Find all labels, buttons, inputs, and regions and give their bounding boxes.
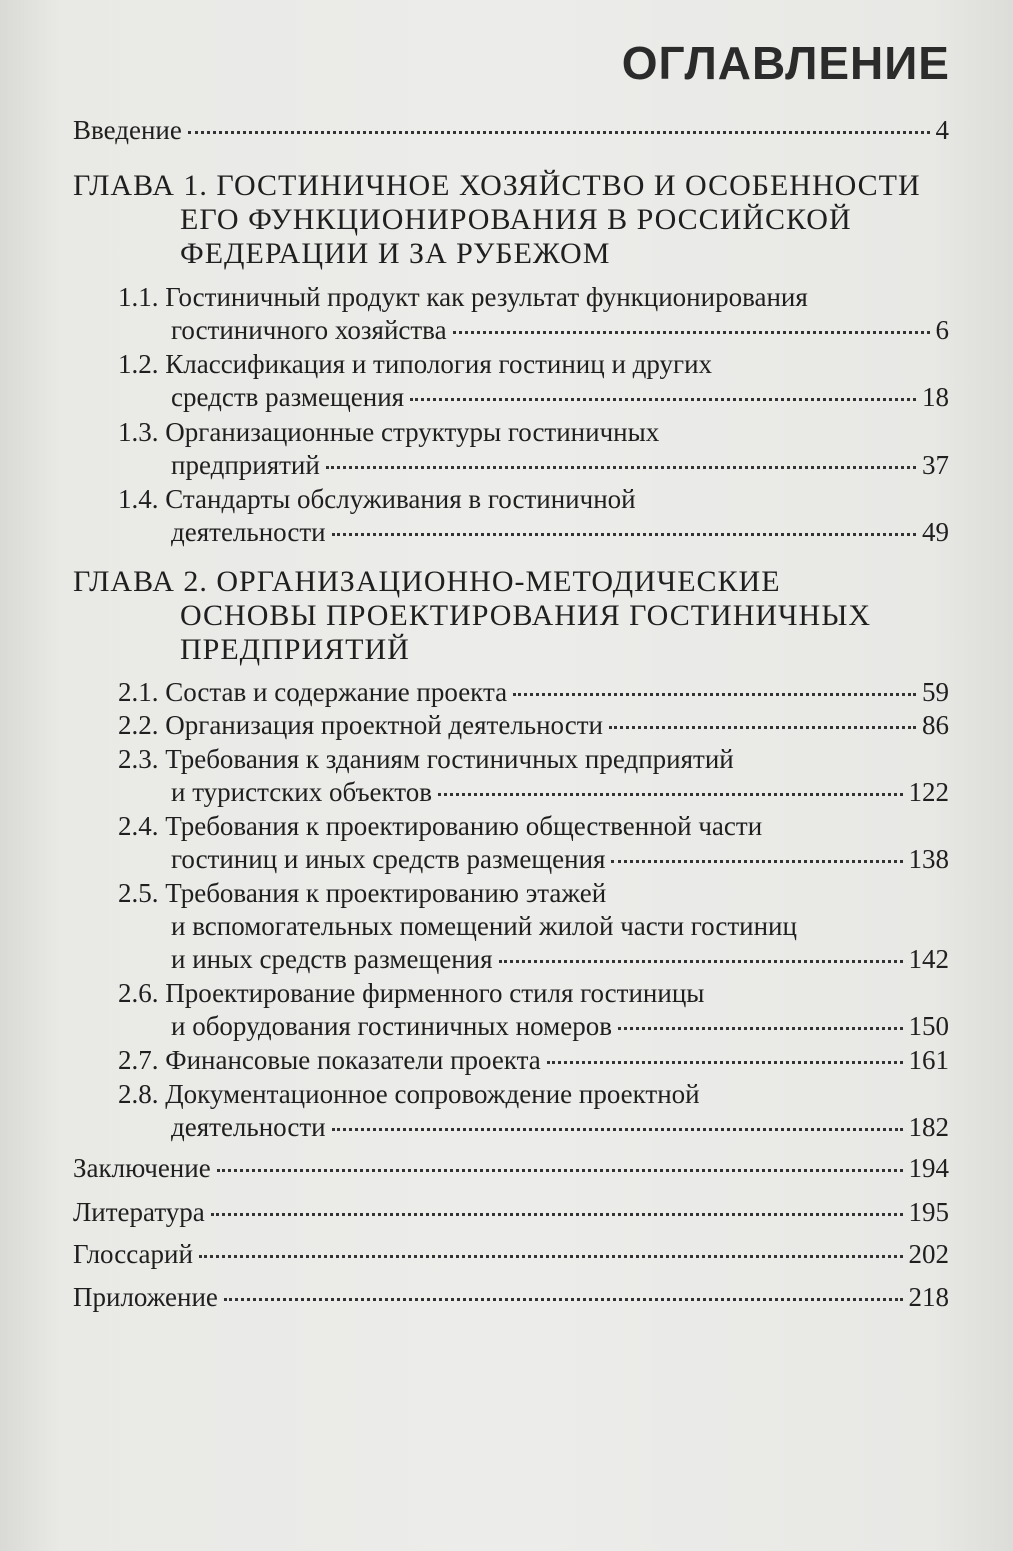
toc-page-number: 86 xyxy=(922,710,949,740)
dot-leader xyxy=(332,532,916,536)
dot-leader xyxy=(188,130,930,134)
section-2-4-entry xyxy=(171,842,949,876)
dot-leader xyxy=(410,397,916,401)
dot-leader xyxy=(199,1254,903,1258)
section-2-5-title: 2.5. Требования к проектированию этажей xyxy=(118,878,607,908)
section-2-1-entry xyxy=(118,675,949,709)
toc-entry-label: деятельности xyxy=(171,1112,326,1142)
section-2-8-entry xyxy=(171,1110,949,1144)
toc-entry-literature xyxy=(73,1195,949,1229)
dot-leader xyxy=(609,725,916,729)
toc-page-number: 18 xyxy=(922,382,949,412)
toc-entry-label: и оборудования гостиничных номеров xyxy=(171,1011,612,1041)
dot-leader xyxy=(211,1212,903,1216)
chapter-1-title-line-3: ФЕДЕРАЦИИ И ЗА РУБЕЖОМ xyxy=(180,237,611,270)
dot-leader xyxy=(217,1168,903,1172)
section-2-8-title: 2.8. Документационное сопровождение проектной xyxy=(118,1079,700,1109)
toc-entry-label: 2.7. Финансовые показатели проекта xyxy=(118,1045,541,1075)
toc-page-number: 218 xyxy=(908,1282,949,1312)
toc-entry-label: гостиниц и иных средств размещения xyxy=(171,844,606,874)
toc-entry-label: средств размещения xyxy=(171,382,405,412)
toc-page-number: 4 xyxy=(935,115,949,145)
toc-page-number: 150 xyxy=(908,1011,949,1041)
toc-entry-label: Глоссарий xyxy=(73,1239,193,1269)
toc-page-number: 6 xyxy=(935,315,949,345)
toc-entry-label: Литература xyxy=(73,1197,205,1227)
section-2-5-title-cont: и вспомогательных помещений жилой части гостиниц xyxy=(171,911,797,941)
toc-page-number: 202 xyxy=(908,1239,949,1269)
toc-entry-label: деятельности xyxy=(171,517,326,547)
section-1-1-title: 1.1. Гостиничный продукт как результат функционирования xyxy=(118,282,808,312)
section-1-2-title: 1.2. Классификация и типология гостиниц и других xyxy=(118,349,713,379)
dot-leader xyxy=(224,1297,903,1301)
toc-entry-conclusion xyxy=(73,1151,949,1185)
page-heading: ОГЛАВЛЕНИЕ xyxy=(621,37,950,89)
section-2-3-title: 2.3. Требования к зданиям гостиничных предприятий xyxy=(118,744,734,774)
dot-leader xyxy=(547,1060,903,1064)
toc-entry-intro xyxy=(73,113,949,147)
dot-leader xyxy=(326,465,916,469)
toc-page-number: 122 xyxy=(908,777,949,807)
toc-page-number: 182 xyxy=(908,1112,949,1142)
toc-page-number: 194 xyxy=(908,1153,949,1183)
section-1-4-title: 1.4. Стандарты обслуживания в гостиничной xyxy=(118,484,636,514)
toc-page-number: 59 xyxy=(922,677,949,707)
dot-leader xyxy=(611,859,902,863)
dot-leader xyxy=(513,692,916,696)
section-1-1-entry xyxy=(171,313,949,347)
section-2-6-title: 2.6. Проектирование фирменного стиля гостиницы xyxy=(118,978,705,1008)
section-2-4-title: 2.4. Требования к проектированию общественной части xyxy=(118,811,763,841)
toc-entry-label: Введение xyxy=(73,115,182,145)
toc-page-number: 142 xyxy=(908,944,949,974)
chapter-2-title-line-2: ОСНОВЫ ПРОЕКТИРОВАНИЯ ГОСТИНИЧНЫХ xyxy=(180,599,872,632)
section-1-2-entry xyxy=(171,380,949,414)
toc-page-number: 195 xyxy=(908,1197,949,1227)
toc-entry-label: предприятий xyxy=(171,450,320,480)
section-1-3-entry xyxy=(171,448,949,482)
toc-entry-label: Приложение xyxy=(73,1282,218,1312)
chapter-1-title-line-2: ЕГО ФУНКЦИОНИРОВАНИЯ В РОССИЙСКОЙ xyxy=(180,203,852,236)
toc-entry-label: гостиничного хозяйства xyxy=(171,315,447,345)
section-2-5-entry xyxy=(171,942,949,976)
toc-page-number: 37 xyxy=(922,450,949,480)
toc-page-number: 49 xyxy=(922,517,949,547)
section-1-4-entry xyxy=(171,515,949,549)
toc-entry-label: и иных средств размещения xyxy=(171,944,493,974)
section-2-3-entry xyxy=(171,775,949,809)
section-2-6-entry xyxy=(171,1009,949,1043)
toc-entry-label: 2.1. Состав и содержание проекта xyxy=(118,677,508,707)
toc-page-number: 161 xyxy=(908,1045,949,1075)
dot-leader xyxy=(499,959,903,963)
section-2-7-entry xyxy=(118,1043,949,1077)
toc-entry-label: и туристских объектов xyxy=(171,777,432,807)
toc-entry-glossary xyxy=(73,1237,949,1271)
toc-entry-label: 2.2. Организация проектной деятельности xyxy=(118,710,603,740)
dot-leader xyxy=(618,1026,903,1030)
section-1-3-title: 1.3. Организационные структуры гостиничных xyxy=(118,417,660,447)
dot-leader xyxy=(453,330,930,334)
chapter-2-title-line-1: ГЛАВА 2. ОРГАНИЗАЦИОННО-МЕТОДИЧЕСКИЕ xyxy=(73,565,781,598)
chapter-2-title-line-3: ПРЕДПРИЯТИЙ xyxy=(180,633,410,666)
toc-entry-appendix xyxy=(73,1280,949,1314)
chapter-1-title-line-1: ГЛАВА 1. ГОСТИНИЧНОЕ ХОЗЯЙСТВО И ОСОБЕННОСТИ xyxy=(73,169,921,202)
dot-leader xyxy=(332,1127,903,1131)
section-2-2-entry xyxy=(118,708,949,742)
dot-leader xyxy=(438,792,903,796)
toc-entry-label: Заключение xyxy=(73,1153,211,1183)
toc-page-number: 138 xyxy=(908,844,949,874)
